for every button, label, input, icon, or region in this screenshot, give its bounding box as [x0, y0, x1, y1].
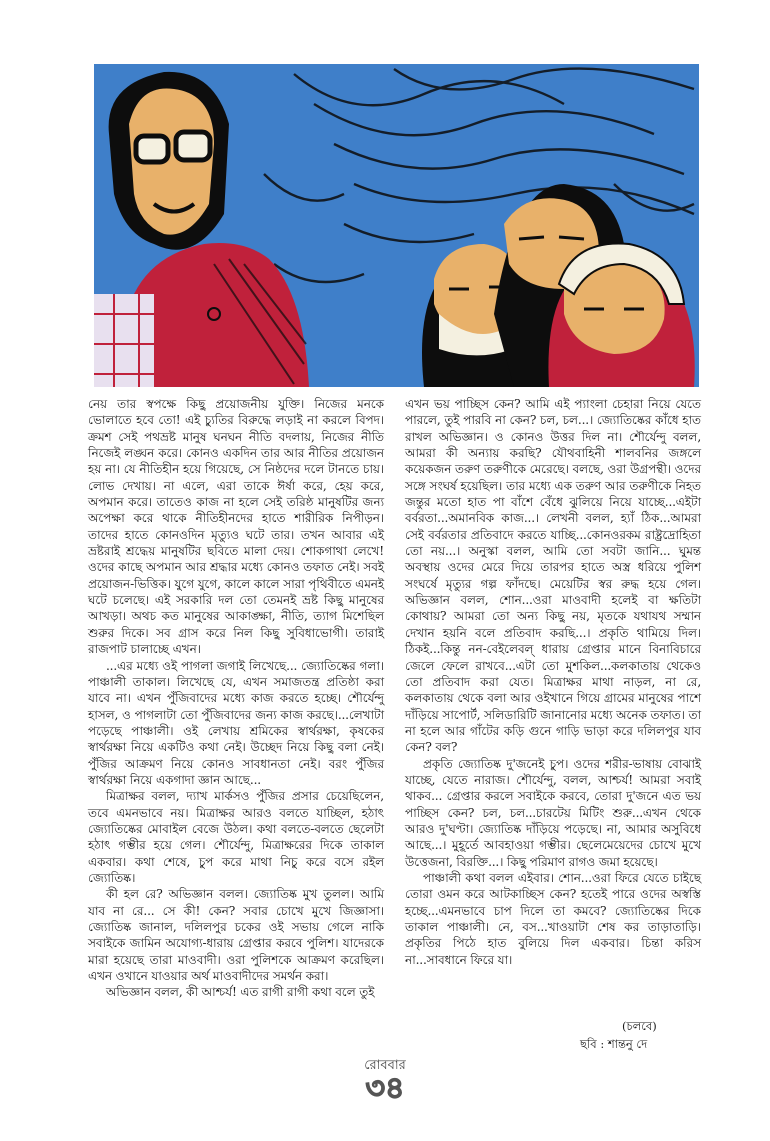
paragraph: কী হল রে? অভিজ্ঞান বলল। জ্যোতিষ্ক মুখ তুলল। আমি যাব না রে... সে কী! কেন? সবার চোখে মুখে জিজ্ঞাসা। জ্যোতিষ্ক জানাল, দলিলপুর চকের ওই সভায় গেলে নাকি সবাইকে জামিন অযোগ্য-ধারায় গ্রেপ্তার করবে পুলিশ। যাদেরকে মারা হয়েছে তারা মাওবাদী। ওরা পুলিশকে আক্রমণ করেছিল। এখন ওখানে যাওয়ার অর্থ মাওবাদীদের সমর্থন করা। — [88, 887, 384, 984]
left-text-column — [88, 396, 384, 1001]
paragraph: এখন ভয় পাচ্ছিস কেন? আমি এই প্যাংলা চেহারা নিয়ে যেতে পারলে, তুই পারবি না কেন? চল, চল...। জ্যোতিষ্কের কাঁধে হাত রাখল অভিজ্ঞান। ও কোনও উত্তর দিল না। শৌর্যেন্দু বলল, আমরা কী অন্যায় করছি? যৌথবাহিনী শালবনির জঙ্গলে কয়েকজন তরুণ তরুণীকে মেরেছে। বলছে, ওরা উগ্রপন্থী। ওদের সঙ্গে সংঘর্ষ হয়েছিল। তার মধ্যে এক তরুণ আর তরুণীকে নিহত জন্তুর মতো হাত পা বাঁশে বেঁধে ঝুলিয়ে নিয়ে যাচ্ছে...এইটা বর্বরতা...অমানবিক কাজ...। লেখনী বলল, হ্যাঁ ঠিক...আমরা সেই বর্বরতার প্রতিবাদে করতে যাচ্ছি...কোনওরকম রাষ্ট্রদ্রোহিতা তো নয়...। অনুস্কা বলল, আমি তো সবটা জানি... ঘুমন্ত অবস্থায় ওদের মেরে দিয়ে তারপর হাতে অস্ত্র ধরিয়ে পুলিশ সংঘর্ষে মৃত্যুর গল্প ফাঁদছে। মেয়েটির স্বর রুদ্ধ হয়ে গেল। অভিজ্ঞান বলল, শোন...ওরা মাওবাদী হলেই বা ক্ষতিটা কোথায়? আমরা তো অন্য কিছু নয়, মৃতকে যথাযথ সম্মান দেখান হয়নি বলে প্রতিবাদ করছি...। প্রকৃতি থামিয়ে দিল। ঠিকই...কিন্তু নন-বেইলেবল্‌ ধারায় গ্রেপ্তার মানে বিনাবিচারে জেলে ফেলে রাখবে...এটা তো মুশকিল...কলকাতায় থেকেও তো প্রতিবাদ করা যেত। মিত্রাক্ষর মাথা নাড়ল, না রে, কলকাতায় থেকে বলা আর ওইখানে গিয়ে গ্রামের মানুষের পাশে দাঁড়িয়ে সাপোর্ট, সলিডারিটি জানানোর মধ্যে অনেক তফাত। তা না হলে আর গাঁটের কড়ি গুনে গাড়ি ভাড়া করে দলিলপুর যাব কেন? বল? — [405, 397, 701, 755]
paragraph: পাঞ্চালী কথা বলল এইবার। শোন...ওরা ফিরে যেতে চাইছে তোরা ওমন করে আটকাচ্ছিস কেন? হতেই পারে ওদের অস্বস্তি হচ্ছে...এমনভাবে চাপ দিলে তা কমবে? জ্যোতিষ্কের দিকে তাকাল পাঞ্চালী। নে, বস...খাওয়াটা শেষ কর তাড়াতাড়ি। প্রকৃতির পিঠে হাত বুলিয়ে দিল একবার। চিন্তা করিস না...সাবধানে ফিরে যা। — [405, 870, 701, 967]
story-illustration — [94, 64, 699, 387]
continued-note: (চলবে) — [622, 1019, 657, 1033]
page-number: ৩৪ — [365, 1071, 405, 1106]
paragraph: প্রকৃতি জ্যোতিষ্ক দু'জনেই চুপ। ওদের শরীর-ভাষায় বোঝাই যাচ্ছে, যেতে নারাজ। শৌর্যেন্দু, বলল, আশ্চর্য! আমরা সবাই থাকব... গ্রেপ্তার করলে সবাইকে করবে, তোরা দু'জনে এত ভয় পাচ্ছিস কেন? চল, চল...চারটেয় মিটিং শুরু...এখন থেকে আরও দু'ঘণ্টা। জ্যোতিষ্ক দাঁড়িয়ে পড়েছে। না, আমার অসুবিধে আছে...। মুহূর্তে আবহাওয়া গম্ভীর। ছেলেমেয়েদের চোখে মুখে উত্তেজনা, বিরক্তি...। কিছু পরিমাণ রাগও জমা হয়েছে। — [405, 756, 701, 869]
right-text-column — [405, 396, 701, 968]
paragraph: অভিজ্ঞান বলল, কী আশ্চর্য! এত রাগী রাগী কথা বলে তুই — [106, 985, 375, 1000]
magazine-name: রোববার — [364, 1058, 406, 1073]
illustration-credit: ছবি : শান্তনু দে — [580, 1037, 648, 1051]
paragraph: নেয় তার স্বপক্ষে কিছু প্রয়োজনীয় যুক্তি। নিজের মনকে ভোলাতে হবে তো! এই চ্যুতির বিরুদ্ধে লড়াই না করলে বিপদ। ক্রমশ সেই পথভ্রষ্ট মানুষ ঘনঘন নীতি বদলায়, নিজের নীতি নিজেই লঙ্ঘন করে। কোনও একদিন তার আর নীতির প্রয়োজন হয় না। যে নীতিহীন হয়ে গিয়েছে, সে নিষ্ঠদের দলে টানতে চায়। লোভ দেখায়। না এলে, এরা তাকে ঈর্ষা করে, হেয় করে, অপমান করে। তাতেও কাজ না হলে সেই তরিষ্ঠ মানুষটির জন্য অপেক্ষা করে থাকে নীতিহীনদের হাতে শারীরিক নিপীড়ন। তাদের হাতে কোনওদিন মৃত্যুও ঘটে তার। তখন আবার এই ভ্রষ্টরাই শ্রদ্ধেয় মানুষটির ছবিতে মালা দেয়। শোকগাথা লেখে! ওদের কাছে অপমান আর শ্রদ্ধার মধ্যে কোনও তফাত নেই। সবই প্রয়োজন-ভিত্তিক। যুগে যুগে, কালে কালে সারা পৃথিবীতে এমনই ঘটে চলেছে। এই সরকারি দল তো তেমনই ভ্রষ্ট কিছু মানুষের আখড়া। অথচ কত মানুষের আকাঙ্ক্ষা, নীতি, ত্যাগ মিশেছিল শুরুর দিকে। সব গ্রাস করে নিল কিছু সুবিধাভোগী। তারাই রাজপাট চালাচ্ছে এখন। — [88, 397, 384, 657]
illustration-art — [94, 64, 699, 387]
paragraph: ...এর মধ্যে ওই পাগলা জগাই লিখেছে... জ্যোতিষ্কের গলা। পাঞ্চালী তাকাল। লিখেছে যে, এখন সমাজতন্ত্র প্রতিষ্ঠা করা যাবে না। এখন পুঁজিবাদের মধ্যে কাজ করতে হচ্ছে। শৌর্যেন্দু হাসল, ও পাগলাটা তো পুঁজিবাদের জন্য কাজ করছে।...লেখাটা পড়েছে পাঞ্চালী। ওই লেখায় শ্রমিকের স্বার্থরক্ষা, কৃষকের স্বার্থরক্ষা নিয়ে একটিও কথা নেই। উচ্ছেদ নিয়ে কিছু বলা নেই। পুঁজির আক্রমণ নিয়ে কোনও সাবধানতা নেই। বরং পুঁজির স্বার্থরক্ষা নিয়ে একগাদা জ্ঞান আছে... — [88, 658, 384, 787]
page-footer — [0, 1058, 770, 1104]
paragraph: মিত্রাক্ষর বলল, দ্যাখ মার্কসও পুঁজির প্রসার চেয়েছিলেন, তবে এমনভাবে নয়। মিত্রাক্ষর আরও বলতে যাচ্ছিল, হঠাৎ জ্যোতিষ্কের মোবাইল বেজে উঠল। কথা বলতে-বলতে ছেলেটা হঠাৎ গম্ভীর হয়ে গেল। শৌর্যেন্দু, মিত্রাক্ষরের দিকে তাকাল একবার। কথা শেষে, চুপ করে মাথা নিচু করে বসে রইল জ্যোতিষ্ক। — [88, 789, 384, 885]
